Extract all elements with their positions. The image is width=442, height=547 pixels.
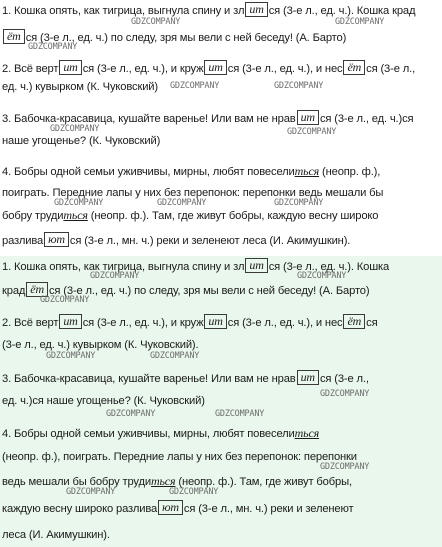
watermark: GDZCOMPANY [46, 351, 96, 361]
watermark: GDZCOMPANY [90, 271, 140, 281]
sentence-2-line-1: 2. Всё верт ит ся (3-е л., ед. ч.), и круж ит ся (3-е л., ед. ч.), и нес ёт ся [2, 314, 378, 329]
sentence-2-line-2: (3-е л., ед. ч.) кувырком (К. Чуковский). [2, 339, 199, 351]
sentence-4-line-2: поиграть. Передние лапы у них без перепонок: перепонки ведь мешали бы [2, 187, 384, 199]
ending-box: ит [59, 314, 81, 329]
ending-box: ит [297, 370, 319, 385]
ending-box: ёт [343, 60, 365, 75]
watermark: GDZCOMPANY [131, 17, 181, 27]
sentence-3-line-1: 3. Бабочка-красавица, кушайте варенье! Или вам не нрав ит ся (3-е л., ед. ч.)ся [2, 110, 414, 125]
ending-box: ит [204, 314, 226, 329]
sentence-4-line-5: леса (И. Акимушкин). [2, 529, 110, 541]
sentence-1-line-2: ёт ся (3-е л., ед. ч.) по следу, зря мы вели с ней беседу! (А. Барто) [2, 29, 346, 46]
watermark: GDZCOMPANY [157, 198, 207, 208]
ending-box: ит [59, 60, 81, 75]
watermark: GDZCOMPANY [54, 198, 104, 208]
watermark: GDZCOMPANY [215, 409, 265, 419]
sentence-2-line-1: 2. Всё верт ит ся (3-е л., ед. ч.), и круж ит ся (3-е л., ед. ч.), и нес ёт ся (3-е л., [2, 60, 416, 75]
sentence-4-line-4: каждую весну широко разлива ют ся (3-е л., мн. ч.) реки и зеленеют [2, 500, 354, 515]
ending-box: ёт [26, 282, 48, 297]
ending-box: ёт [3, 29, 25, 44]
sentence-3-line-2: наше угощенье? (К. Чуковский) [2, 135, 161, 147]
watermark: GDZCOMPANY [274, 198, 324, 208]
sentence-1-line-2: крад ёт ся (3-е л., ед. ч.) по следу, зря мы вели с ней беседу! (А. Барто) [2, 282, 370, 297]
sentence-4-line-4: разлива ют ся (3-е л., мн. ч.) реки и зеленеют леса (И. Акимушкин). [2, 232, 351, 247]
sentence-3-line-2: ед. ч.)ся наше угощенье? (К. Чуковский) [2, 395, 205, 407]
watermark: GDZCOMPANY [106, 409, 156, 419]
ending-box: ит [245, 2, 267, 17]
ending-box: ит [297, 110, 319, 125]
watermark: GDZCOMPANY [170, 81, 220, 91]
sentence-3-line-1: 3. Бабочка-красавица, кушайте варенье! Или вам не нрав ит ся (3-е л., [2, 370, 369, 385]
sentence-2-line-2: ед. ч.) кувырком (К. Чуковский) [2, 81, 158, 93]
ending-box: ит [245, 258, 267, 273]
ending-box: ют [44, 232, 69, 247]
sentence-4-line-3: бобру трудиться (неопр. ф.). Там, где живут бобры, каждую весну широко [2, 208, 379, 222]
watermark: GDZCOMPANY [297, 271, 347, 281]
watermark: GDZCOMPANY [287, 127, 337, 137]
sentence-4-line-1: 4. Бобры одной семьи уживчивы, мирны, любят повеселиться (неопр. ф.), [2, 164, 381, 178]
watermark: GDZCOMPANY [169, 487, 219, 497]
watermark: GDZCOMPANY [150, 351, 200, 361]
ending-box: ит [204, 60, 226, 75]
watermark: GDZCOMPANY [274, 81, 324, 91]
sentence-4-line-1: 4. Бобры одной семьи уживчивы, мирны, любят повеселиться [2, 426, 320, 440]
answer-panel-bottom [0, 256, 442, 547]
sentence-1-line-1: 1. Кошка опять, как тигрица, выгнула спину и зл ит ся (3-е л., ед. ч.). Кошка крад [2, 2, 416, 17]
watermark: GDZCOMPANY [66, 487, 116, 497]
sentence-1-line-1: 1. Кошка опять, как тигрица, выгнула спину и зл ит ся (3-е л., ед. ч.). Кошка [2, 258, 390, 273]
watermark: GDZCOMPANY [50, 124, 100, 134]
watermark: GDZCOMPANY [320, 389, 370, 399]
answer-panel-top [0, 0, 442, 256]
ending-box: ют [158, 500, 183, 515]
watermark: GDZCOMPANY [335, 17, 385, 27]
sentence-4-line-3: ведь мешали бы бобру трудиться (неопр. ф.). Там, где живут бобры, [2, 474, 352, 488]
watermark: GDZCOMPANY [40, 295, 90, 305]
watermark: GDZCOMPANY [320, 462, 370, 472]
watermark: GDZCOMPANY [28, 42, 78, 52]
ending-box: ёт [343, 314, 365, 329]
sentence-4-line-2: (неопр. ф.), поиграть. Передние лапы у них без перепонок: перепонки [2, 451, 357, 463]
